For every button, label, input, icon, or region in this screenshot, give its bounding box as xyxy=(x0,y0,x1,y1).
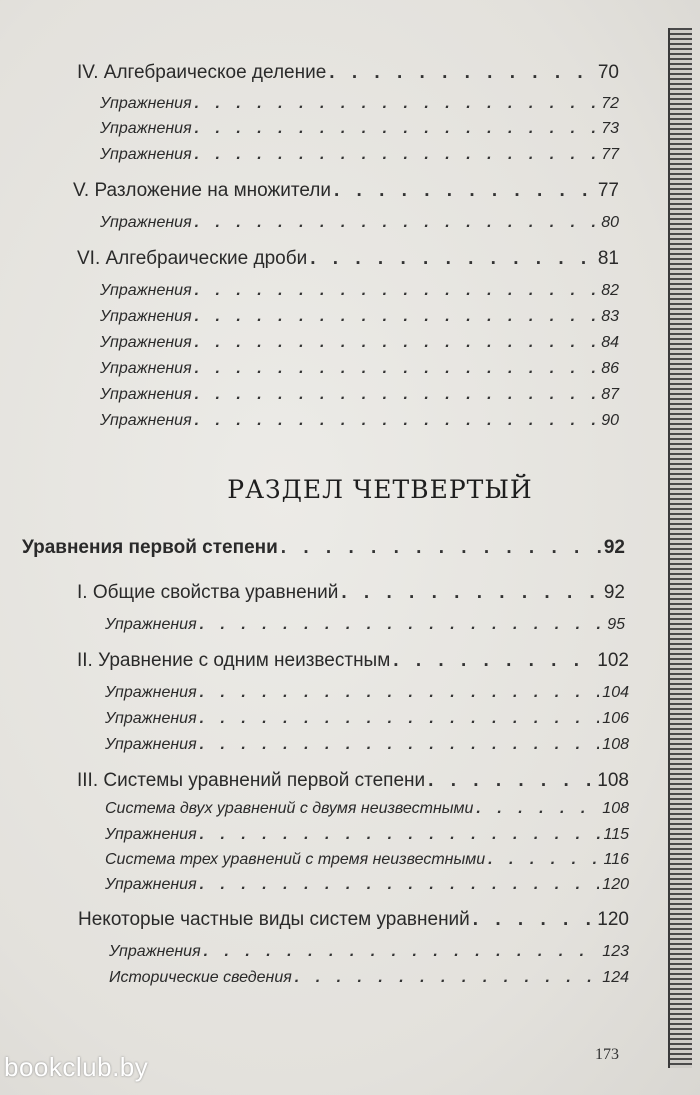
toc-page: 73 xyxy=(601,120,619,137)
toc-label: Упражнения xyxy=(105,710,197,727)
toc-page: 95 xyxy=(607,616,625,633)
toc-page: 77 xyxy=(597,180,619,201)
toc-entry xyxy=(105,736,629,754)
toc-page: 84 xyxy=(601,334,619,351)
toc-entry xyxy=(105,876,629,894)
book-spine xyxy=(668,28,692,1068)
toc-entry xyxy=(105,710,629,728)
toc-page: 82 xyxy=(601,282,619,299)
toc-page: 90 xyxy=(601,412,619,429)
toc-label: Упражнения xyxy=(100,95,192,112)
toc-page: 106 xyxy=(602,710,629,727)
toc-label: Упражнения xyxy=(100,334,192,351)
toc-entry xyxy=(77,770,629,792)
toc-entry xyxy=(100,282,619,300)
toc-page: 120 xyxy=(597,909,629,930)
toc-page: 81 xyxy=(597,248,619,269)
toc-label: Упражнения xyxy=(105,736,197,753)
toc-chapter-entry xyxy=(22,537,625,559)
toc-entry xyxy=(100,386,619,404)
toc-page: 123 xyxy=(602,943,629,960)
toc-entry xyxy=(100,334,619,352)
toc-label: VI. Алгебраические дроби xyxy=(77,248,308,269)
toc-entry xyxy=(100,146,619,164)
toc-page: 83 xyxy=(601,308,619,325)
toc-entry xyxy=(105,616,625,634)
toc-page: 72 xyxy=(601,95,619,112)
toc-page: 108 xyxy=(597,770,629,791)
toc-label: Упражнения xyxy=(105,684,197,701)
toc-label: II. Уравнение с одним неизвестным xyxy=(77,650,391,671)
toc-label: Упражнения xyxy=(100,214,192,231)
toc-label: Упражнения xyxy=(100,120,192,137)
toc-label: Упражнения xyxy=(109,943,201,960)
toc-entry xyxy=(105,826,629,844)
toc-label: Система трех уравнений с тремя неизвестными xyxy=(105,851,486,868)
toc-entry xyxy=(100,412,619,430)
toc-entry xyxy=(105,684,629,702)
toc-entry xyxy=(105,800,629,818)
toc-page: 120 xyxy=(602,876,629,893)
toc-page: 87 xyxy=(601,386,619,403)
toc-label: Некоторые частные виды систем уравнений xyxy=(78,909,470,930)
toc-entry xyxy=(77,582,625,604)
toc-page: 124 xyxy=(602,969,629,986)
toc-entry xyxy=(109,969,629,987)
toc-entry xyxy=(77,650,629,672)
toc-label: Упражнения xyxy=(105,826,197,843)
toc-entry xyxy=(109,943,629,961)
toc-label: Упражнения xyxy=(100,412,192,429)
toc-label: IV. Алгебраическое деление xyxy=(77,62,327,83)
toc-entry xyxy=(100,308,619,326)
toc-page: 102 xyxy=(597,650,629,671)
toc-page: 92 xyxy=(603,582,625,603)
toc-label: Упражнения xyxy=(100,308,192,325)
toc-page: 77 xyxy=(601,146,619,163)
toc-label: Упражнения xyxy=(100,282,192,299)
toc-label: Упражнения xyxy=(105,616,197,633)
toc-label: Упражнения xyxy=(100,146,192,163)
toc-label: Упражнения xyxy=(100,386,192,403)
toc-label: Исторические сведения xyxy=(109,969,292,986)
toc-page: 104 xyxy=(602,684,629,701)
toc-page: 116 xyxy=(603,851,629,868)
toc-page: 115 xyxy=(603,826,629,843)
toc-entry xyxy=(100,214,619,232)
toc-label: I. Общие свойства уравнений xyxy=(77,582,339,603)
toc-entry xyxy=(77,62,619,84)
toc-entry xyxy=(100,120,619,138)
toc-entry xyxy=(100,95,619,113)
toc-page: 86 xyxy=(601,360,619,377)
toc-page: 108 xyxy=(602,736,629,753)
toc-page: 92 xyxy=(603,537,625,558)
toc-label: Уравнения первой степени xyxy=(22,537,278,558)
toc-page: 108 xyxy=(602,800,629,817)
toc-label: Упражнения xyxy=(105,876,197,893)
watermark: bookclub.by xyxy=(4,1052,149,1082)
page-number: 173 xyxy=(595,1046,619,1063)
toc-page: 80 xyxy=(601,214,619,231)
toc-page: 70 xyxy=(597,62,619,83)
toc-label: Система двух уравнений с двумя неизвестными xyxy=(105,800,474,817)
toc-entry xyxy=(105,851,629,869)
toc-entry xyxy=(100,360,619,378)
section-heading: РАЗДЕЛ ЧЕТВЕРТЫЙ xyxy=(227,475,533,504)
toc-entry xyxy=(78,909,629,931)
toc-label: III. Системы уравнений первой степени xyxy=(77,770,426,791)
toc-label: V. Разложение на множители xyxy=(73,180,331,201)
toc-label: Упражнения xyxy=(100,360,192,377)
toc-entry xyxy=(77,248,619,270)
toc-entry xyxy=(73,180,619,202)
